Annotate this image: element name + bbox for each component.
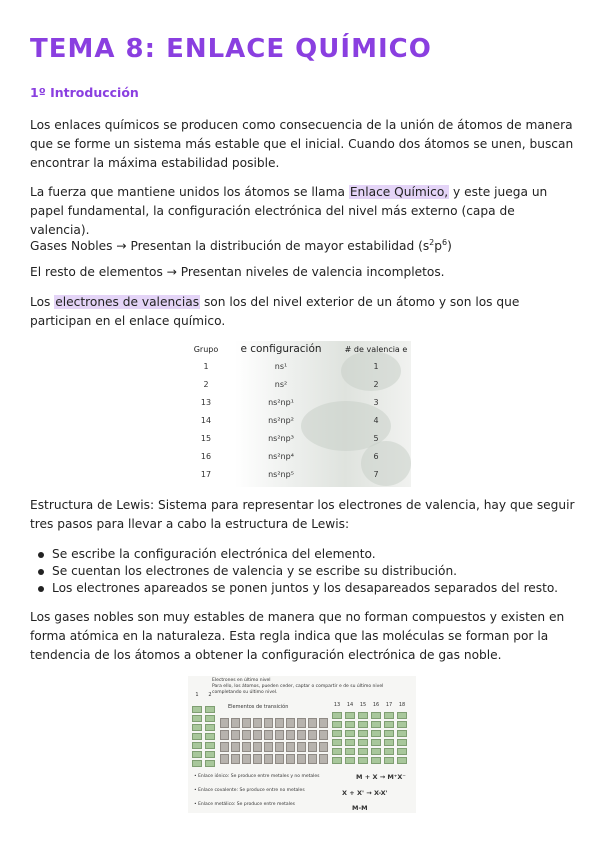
element-cell [371,721,381,728]
element-cell [192,706,202,713]
transition-cell [297,718,306,728]
transition-cell [319,742,328,752]
transition-cell [308,730,317,740]
transition-cell [264,718,273,728]
element-cell [192,733,202,740]
legend-line: • Enlace covalente: Se produce entre no metales [194,788,305,793]
paragraph-text: ) [447,239,452,254]
element-cell [345,748,355,755]
group-number: 16 [372,702,380,708]
element-cell [358,748,368,755]
transition-cell [253,754,262,764]
transition-cell [319,730,328,740]
transition-cell [231,754,240,764]
element-cell [358,712,368,719]
table-cell: 2 [203,379,209,389]
element-cell [358,721,368,728]
list-item: Se escribe la configuración electrónica del elemento. [38,546,558,563]
transition-cell [242,754,251,764]
table-cell: ns²np¹ [268,397,294,407]
paragraph-text: p [434,239,443,254]
element-cell [397,721,407,728]
equation-ionic: M + X → M⁺X⁻ [356,773,406,781]
paragraph-lewis: Estructura de Lewis: Sistema para representar los electrones de valencia, hay que seguir tres pasos para llevar a cabo la estructura de Lewis: [30,498,575,531]
table-row [191,465,411,483]
element-cell [384,721,394,728]
element-cell [384,730,394,737]
periodic-caption [212,678,412,696]
caption-line: completando su último nivel. [212,690,278,695]
transition-cell [231,742,240,752]
transition-cell [286,742,295,752]
element-cell [192,760,202,767]
transition-cell [253,730,262,740]
group-number: 2 [208,692,212,698]
element-cell [332,757,342,764]
table-cell: 14 [200,415,212,425]
table-cell: ns²np³ [268,433,294,443]
highlight-electrones-valencia: electrones de valencias [55,295,200,309]
element-cell [332,739,342,746]
element-cell [371,712,381,719]
element-cell [371,739,381,746]
table-cell: 15 [200,433,212,443]
paragraph-gases-nobles [30,233,575,256]
group-number: 13 [333,702,341,708]
paragraph-gases-estables: Los gases nobles son muy estables de manera que no forman compuestos y existen en forma atómica en la naturaleza. Esta regla indica que las moléculas se forman por la tendencia de los átomos a obtener la configuración electrónica de gas noble. [30,610,565,662]
transition-cell [231,718,240,728]
element-cell [384,748,394,755]
element-cell [345,712,355,719]
transition-cell [275,742,284,752]
element-cell [205,742,215,749]
equation-covalent: X + X' → X-X' [342,789,388,797]
paragraph-valencia [30,293,575,331]
element-cell [205,706,215,713]
transition-cell [286,718,295,728]
table-cell: ns²np² [268,415,294,425]
paragraph-enlace [30,183,575,240]
table-cell: 17 [200,469,212,479]
transition-cell [308,754,317,764]
table-cell: 2 [373,379,379,389]
paragraph-text: Gases Nobles → Presentan la distribución de mayor estabilidad (s [30,239,430,254]
periodic-table-image [188,676,416,813]
element-cell [192,751,202,758]
element-cell [358,730,368,737]
table-cell: ns² [274,379,288,389]
table-cell: 13 [200,397,212,407]
element-cell [384,712,394,719]
element-cell [345,757,355,764]
element-cell [192,715,202,722]
table-cell: ns²np⁴ [268,451,294,461]
caption-line: Para ello, los átomos, pueden ceder, captar o compartir e de su último nivel [212,684,384,689]
transition-cell [308,742,317,752]
transition-cell [220,754,229,764]
table-cell: ns¹ [274,361,288,371]
transition-cell [242,718,251,728]
element-cell [205,733,215,740]
transition-cell [286,730,295,740]
superscript: 6 [442,238,448,247]
paragraph-intro: Los enlaces químicos se producen como consecuencia de la unión de átomos de manera que se forme un sistema más estable que el inicial. Cuando dos átomos se unen, buscan encontrar la máxima estabilidad posible. [30,118,574,170]
transition-cell [253,718,262,728]
table-cell: ns²np⁵ [268,469,294,479]
highlight-enlace-quimico: Enlace Químico, [349,185,449,199]
element-cell [332,721,342,728]
paragraph-text: Los [30,295,55,309]
element-cell [192,742,202,749]
equation-metallic: M-M [352,804,368,812]
table-row [191,429,411,447]
element-cell [192,724,202,731]
paragraph-resto: El resto de elementos → Presentan niveles de valencia incompletos. [30,265,445,279]
transition-cell [220,742,229,752]
transition-cell [319,754,328,764]
paragraph-text: son los del nivel exterior de un átomo y son los que participan en el enlace químico. [30,295,520,328]
transition-cell [242,730,251,740]
table-cell: 4 [373,415,379,425]
transition-cell [253,742,262,752]
transition-cell [220,718,229,728]
transition-cell [264,730,273,740]
table-header: Grupo [193,344,219,354]
transition-cell [297,730,306,740]
legend-line: • Enlace metálico: Se produce entre metales [194,802,295,807]
transition-cell [264,742,273,752]
group-number: 18 [398,702,406,708]
transition-label: Elementos de transición [228,704,289,710]
transition-cell [242,742,251,752]
element-cell [397,757,407,764]
transition-cell [264,754,273,764]
transition-cell [275,754,284,764]
table-cell: 16 [200,451,212,461]
element-cell [205,760,215,767]
element-cell [332,748,342,755]
element-cell [345,739,355,746]
transition-cell [297,742,306,752]
table-header: e configuración [240,343,322,355]
list-item: Los electrones apareados se ponen juntos y los desapareados separados del resto. [38,580,558,597]
element-cell [397,739,407,746]
table-cell: 7 [373,469,379,479]
element-cell [332,730,342,737]
table-cell: 3 [373,397,379,407]
transition-cell [319,718,328,728]
element-cell [205,751,215,758]
transition-cell [275,718,284,728]
element-cell [205,715,215,722]
section-heading: 1º Introducción [30,85,139,100]
table-header: # de valencia e [344,344,408,354]
element-cell [397,748,407,755]
table-cell: 5 [373,433,379,443]
table-cell: 1 [203,361,209,371]
element-cell [332,712,342,719]
transition-cell [275,730,284,740]
element-cell [205,724,215,731]
group-number: 14 [346,702,354,708]
element-cell [345,721,355,728]
group-number: 1 [195,692,199,698]
valence-table [191,341,411,483]
legend-line: • Enlace iónico: Se produce entre metales y no metales [194,774,320,779]
table-row [191,357,411,375]
superscript: 2 [429,238,435,247]
element-cell [358,757,368,764]
page-title: TEMA 8: ENLACE QUÍMICO [30,34,432,64]
table-row [191,447,411,465]
list-item: Se cuentan los electrones de valencia y se escribe su distribución. [38,563,558,580]
table-cell: 1 [373,361,379,371]
element-cell [358,739,368,746]
transition-cell [231,730,240,740]
table-row [191,411,411,429]
transition-cell [286,754,295,764]
transition-cell [220,730,229,740]
element-cell [345,730,355,737]
lewis-steps-list [38,546,558,597]
element-cell [384,739,394,746]
group-number: 15 [359,702,367,708]
paragraph-text: y este juega un papel fundamental, la configuración electrónica del nivel más externo (capa de valencia). [30,185,548,237]
caption-line: Electrones en último nivel [212,678,271,683]
table-row [191,393,411,411]
element-cell [397,712,407,719]
valence-table-image [191,341,411,487]
table-row [191,375,411,393]
element-cell [397,730,407,737]
element-cell [371,748,381,755]
transition-cell [308,718,317,728]
element-cell [371,757,381,764]
element-cell [371,730,381,737]
table-cell: 6 [373,451,379,461]
paragraph-text: La fuerza que mantiene unidos los átomos se llama [30,185,349,199]
group-number: 17 [385,702,393,708]
transition-cell [297,754,306,764]
element-cell [384,757,394,764]
